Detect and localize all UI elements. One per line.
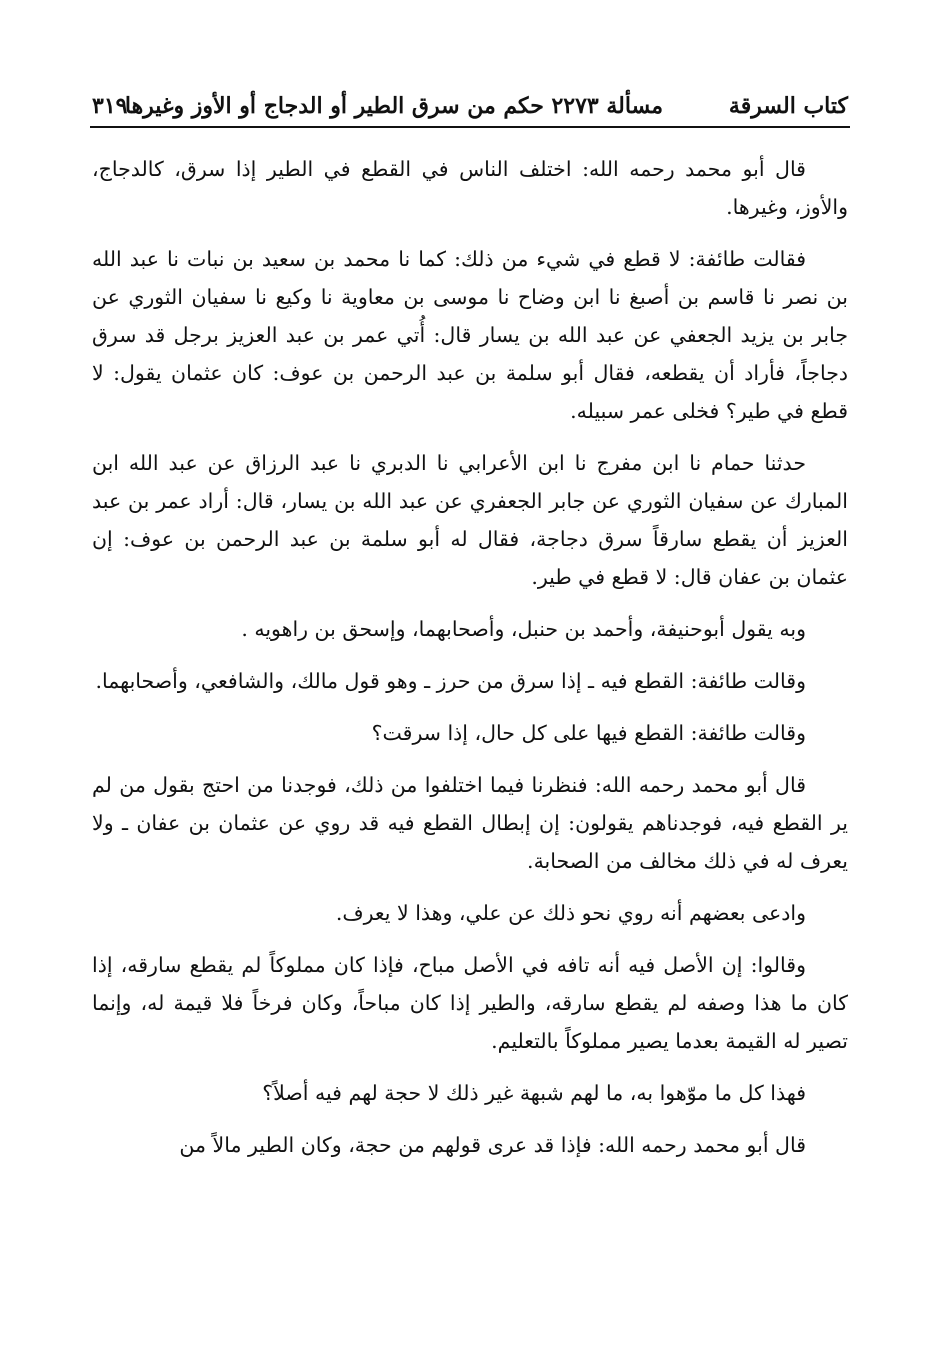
header-rule bbox=[90, 126, 850, 128]
page-header bbox=[92, 88, 848, 124]
issue-title: مسألة ٢٢٧٣ حكم من سرق الطير أو الدجاج أو الأوز وغيرها bbox=[124, 93, 663, 119]
book-title: كتاب السرقة bbox=[728, 93, 848, 119]
paragraph: وادعى بعضهم أنه روي نحو ذلك عن علي، وهذا لا يعرف. bbox=[335, 901, 806, 925]
paragraph: فهذا كل ما موّهوا به، ما لهم شبهة غير ذلك لا حجة لهم فيه أصلاً؟ bbox=[262, 1081, 806, 1105]
paragraph: حدثنا حمام نا ابن مفرج نا ابن الأعرابي نا الدبري نا عبد الرزاق عن عبد الله ابن المبارك عن سفيان الثوري عن جابر الجعفري عن عبد الله بن يسار، قال: أراد عمر بن عبد العزيز أن يقطع سارقاً سرق دجاجة، فقال له أبو سلمة بن عبد الرحمن بن عوف: إن عثمان بن عفان قال: لا قطع في طير. bbox=[92, 451, 848, 589]
paragraph: وقالوا: إن الأصل فيه أنه تافه في الأصل مباح، فإذا كان مملوكاً لم يقطع سارقه، إذا كان ما هذا وصفه لم يقطع سارقه، والطير إذا كان مباحاً، وكان فرخاً فلا قيمة له، وإنما تصير له القيمة بعدما يصير مملوكاً بالتعليم. bbox=[92, 953, 848, 1053]
paragraph: وقالت طائفة: القطع فيها على كل حال، إذا سرقت؟ bbox=[371, 721, 806, 745]
paragraph: قال أبو محمد رحمه الله: فإذا قد عرى قولهم من حجة، وكان الطير مالاً من bbox=[179, 1133, 806, 1157]
paragraph: وقالت طائفة: القطع فيه ـ إذا سرق من حرز ـ وهو قول مالك، والشافعي، وأصحابهما. bbox=[95, 669, 806, 693]
paragraph: فقالت طائفة: لا قطع في شيء من ذلك: كما نا محمد بن سعيد بن نبات نا عبد الله بن نصر نا قاسم بن أصبغ نا ابن وضاح نا موسى بن معاوية نا وكيع نا سفيان الثوري عن جابر بن يزيد الجعفي عن عبد الله بن يسار قال: أُتي عمر بن عبد العزيز برجل قد سرق دجاجاً، فأراد أن يقطعه، فقال أبو سلمة بن عبد الرحمن بن عوف: كان عثمان يقول: لا قطع في طير؟ فخلى عمر سبيله. bbox=[92, 247, 848, 423]
page-body bbox=[92, 150, 848, 1178]
paragraph: قال أبو محمد رحمه الله: فنظرنا فيما اختلفوا من ذلك، فوجدنا من احتج بقول من لم ير القطع فيه، فوجدناهم يقولون: إن إبطال القطع فيه قد روي عن عثمان بن عفان ـ ولا يعرف له في ذلك مخالف من الصحابة. bbox=[92, 773, 848, 873]
page-number: ٣١٩ bbox=[92, 93, 128, 119]
paragraph: وبه يقول أبوحنيفة، وأحمد بن حنبل، وأصحابهما، وإسحق بن راهويه . bbox=[241, 617, 806, 641]
paragraph: قال أبو محمد رحمه الله: اختلف الناس في القطع في الطير إذا سرق، كالدجاج، والأوز، وغيرها. bbox=[92, 157, 848, 219]
